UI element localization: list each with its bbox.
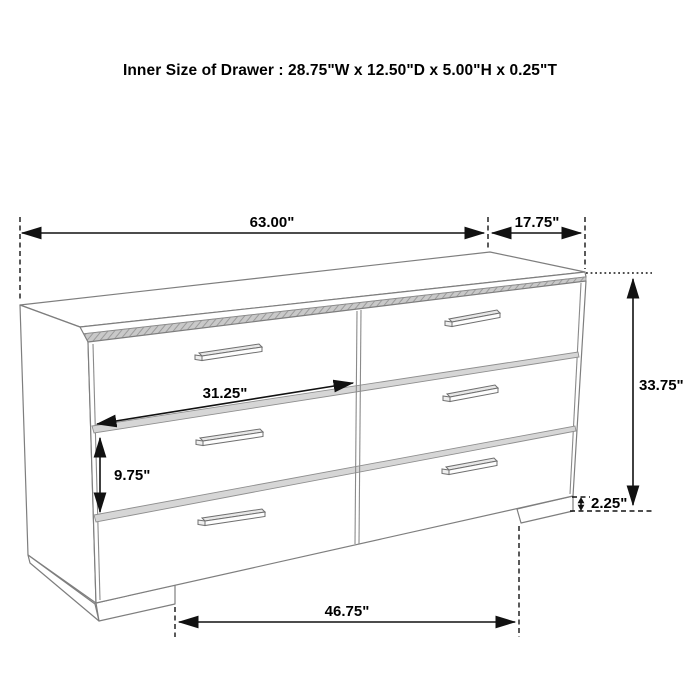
handle-end-cap — [442, 469, 449, 475]
dresser — [20, 252, 586, 621]
handle-end-cap — [196, 440, 203, 446]
dim-leg-span-label: 46.75" — [324, 603, 370, 620]
handle-end-cap — [195, 355, 202, 361]
dim-drawer-width-label: 31.25" — [202, 385, 248, 402]
dim-base-height-down-arrowhead — [578, 505, 585, 511]
handle-end-cap — [445, 321, 452, 327]
dim-overall-depth-label: 17.75" — [514, 214, 560, 231]
dim-base-height-up-arrowhead — [578, 497, 585, 503]
handle-end-cap — [443, 396, 450, 402]
diagram-title: Inner Size of Drawer : 28.75"W x 12.50"D x 5.00"H x 0.25"T — [122, 62, 558, 79]
dim-base-height-label: 2.25" — [591, 495, 628, 512]
dim-overall-height-label: 33.75" — [639, 377, 684, 394]
handle-end-cap — [198, 520, 205, 526]
dim-overall-width-label: 63.00" — [249, 214, 295, 231]
dim-drawer-height-label: 9.75" — [114, 467, 151, 484]
